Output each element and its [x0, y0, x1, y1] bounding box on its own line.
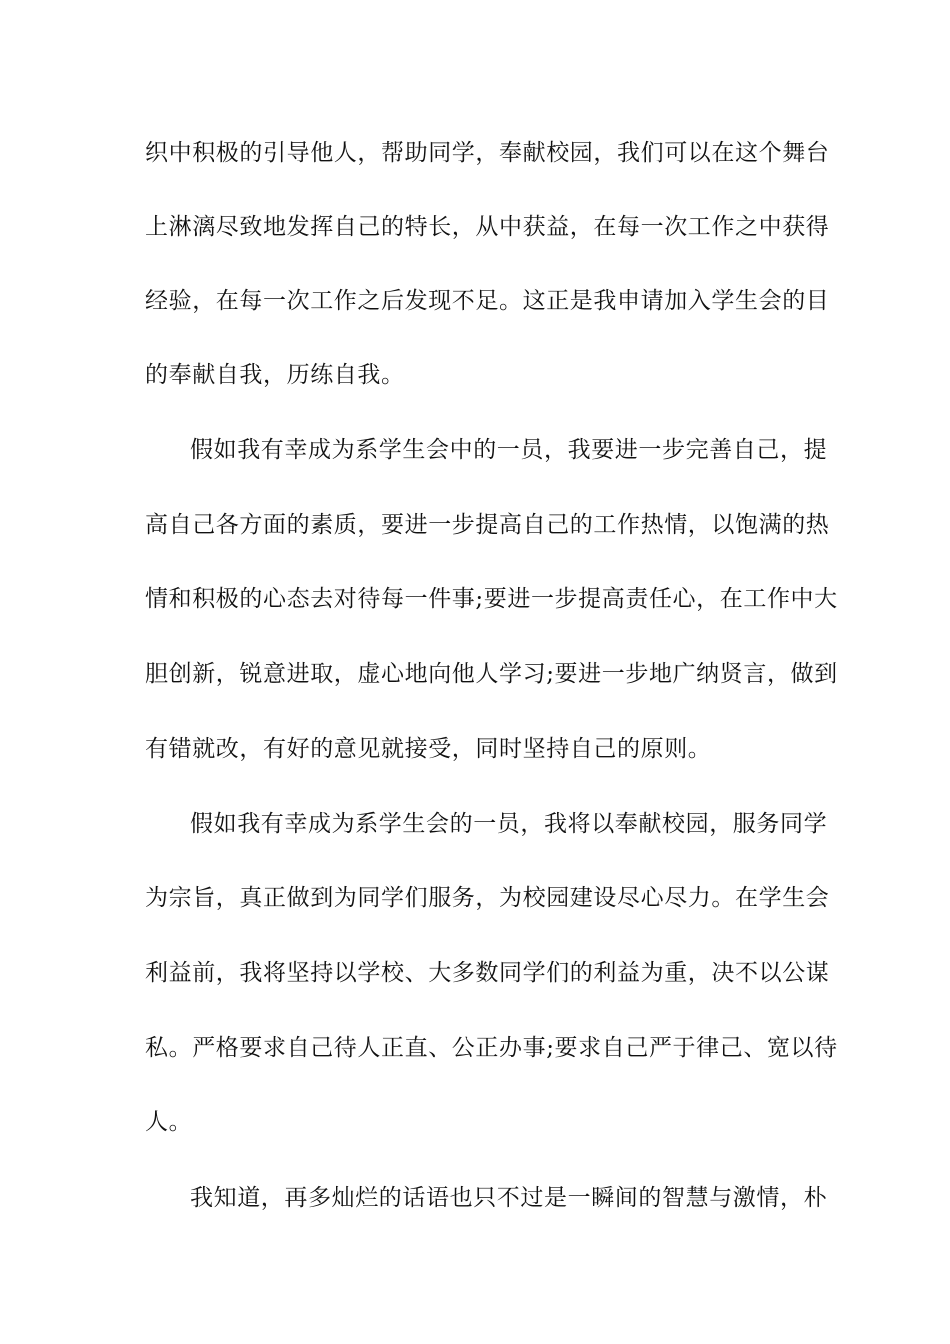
text-line: 胆创新，锐意进取，虚心地向他人学习;要进一步地广纳贤言，做到 — [145, 661, 838, 687]
text-line: 织中积极的引导他人，帮助同学，奉献校园，我们可以在这个舞台 — [145, 140, 830, 166]
text-line: 经验，在每一次工作之后发现不足。这正是我申请加入学生会的目 — [145, 288, 830, 314]
paragraph-first-line: 假如我有幸成为系学生会中的一员，我要进一步完善自己，提 — [190, 437, 828, 463]
text-line: 上淋漓尽致地发挥自己的特长，从中获益，在每一次工作之中获得 — [145, 214, 830, 240]
text-line: 有错就改，有好的意见就接受，同时坚持自己的原则。 — [145, 736, 712, 762]
text-line: 利益前，我将坚持以学校、大多数同学们的利益为重，决不以公谋 — [145, 960, 830, 986]
text-line: 人。 — [145, 1109, 193, 1135]
text-line: 情和积极的心态去对待每一件事;要进一步提高责任心，在工作中大 — [145, 586, 838, 612]
paragraph-first-line: 我知道，再多灿烂的话语也只不过是一瞬间的智慧与激情，朴 — [190, 1185, 828, 1211]
paragraph-first-line: 假如我有幸成为系学生会的一员，我将以奉献校园，服务同学 — [190, 811, 828, 837]
text-line: 高自己各方面的素质，要进一步提高自己的工作热情，以饱满的热 — [145, 512, 830, 538]
text-line: 私。严格要求自己待人正直、公正办事;要求自己严于律己、宽以待 — [145, 1035, 838, 1061]
text-line: 的奉献自我，历练自我。 — [145, 362, 405, 388]
text-line: 为宗旨，真正做到为同学们服务，为校园建设尽心尽力。在学生会 — [145, 885, 830, 911]
